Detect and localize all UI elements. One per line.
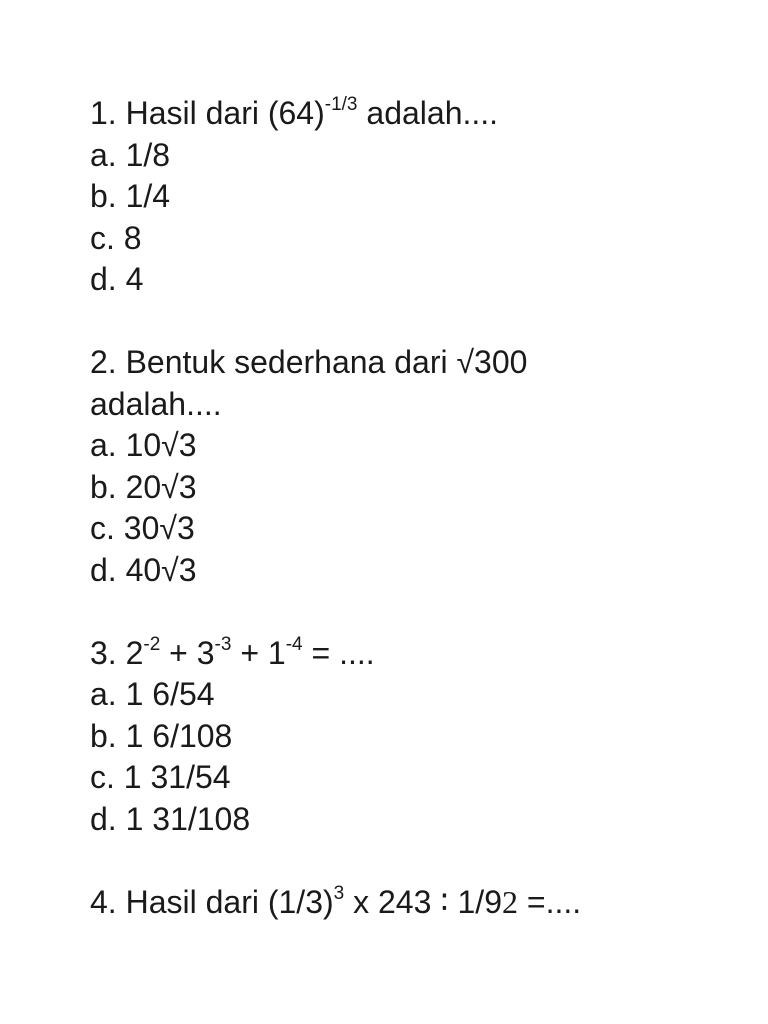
- question-4-stem: [90, 882, 730, 924]
- term-3-base: + 1: [231, 634, 286, 671]
- question-1-option-c: c. 8: [90, 219, 142, 256]
- question-2-option-a: a. 10√3: [90, 427, 197, 463]
- question-text-mid: x 243 ∶ 1/9: [344, 883, 502, 920]
- question-text-tail: =....: [517, 883, 582, 920]
- question-2-option-c: c. 30√3: [90, 510, 195, 546]
- question-number: 1.: [90, 95, 117, 131]
- question-1-option-d: d. 4: [90, 261, 144, 297]
- question-number: 4.: [90, 883, 117, 920]
- question-text-tail: adalah....: [357, 95, 499, 131]
- blank-line: [90, 840, 730, 882]
- question-2-option-b: b. 20√3: [90, 468, 197, 505]
- equation-tail: = ....: [302, 634, 375, 671]
- question-sheet: [90, 93, 730, 923]
- question-3-option-b: b. 1 6/108: [90, 717, 233, 754]
- question-2-option-d: d. 40√3: [90, 551, 197, 588]
- question-number: 3.: [90, 634, 117, 671]
- term-3-exponent: -4: [285, 633, 303, 655]
- question-3-option-a: a. 1 6/54: [90, 676, 215, 712]
- question-number: 2.: [90, 344, 117, 380]
- exponent: 3: [333, 882, 345, 904]
- exponent: -1/3: [324, 94, 358, 115]
- term-1-base: 2: [125, 634, 144, 671]
- question-2-stem-continued: adalah....: [90, 385, 222, 422]
- question-1-stem: [90, 93, 730, 135]
- question-text: Hasil dari (64): [125, 95, 325, 131]
- question-text: Hasil dari (1/3): [125, 883, 334, 920]
- question-3-stem: [90, 633, 730, 675]
- term-1-exponent: -2: [143, 633, 161, 655]
- term-2-exponent: -3: [214, 633, 232, 655]
- question-2-stem: [90, 342, 730, 384]
- blank-line: [90, 591, 730, 633]
- term-2-base: + 3: [160, 634, 215, 671]
- question-1-option-b: b. 1/4: [90, 178, 171, 214]
- question-3-option-d: d. 1 31/108: [90, 800, 251, 837]
- serif-digit: 2: [501, 883, 518, 920]
- question-3-option-c: c. 1 31/54: [90, 759, 231, 795]
- question-1-option-a: a. 1/8: [90, 136, 171, 173]
- blank-line: [90, 301, 730, 343]
- question-text: Bentuk sederhana dari √300: [125, 344, 528, 380]
